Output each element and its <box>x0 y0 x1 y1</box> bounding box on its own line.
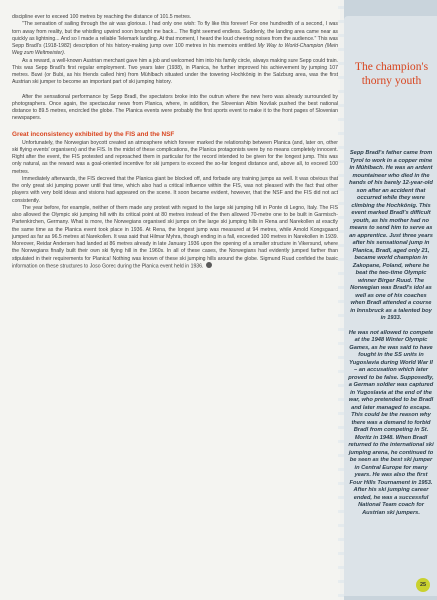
paragraph-7-text: The year before, for example, neither of them made any protest with regard to the large ski jumping hill in Ponte di Legno, Italy. The FIS also allowed the Olympic ski jumping hill with its critical point at 80 metres instead of the then allowed 70-metre one to be built in Garmisch-Partenkirchen, Germany. What is more, the Norwegians organised ski jumps on the large ski jumping hills in Rena and Narekollen at exactly the same time as the Planica event took place in 1936. At Rena, the longest jump was measured at 94 metres, while Arnold Kongsgaard jumped as far as 96.5 metres at Narekollen. It was said that Hilmar Myhra, though ending in a fall, exceeded 100 metres in Narekollen in 1939. Moreover, Reidar Andersen had landed at 86 metres already in late January 1936 upon the opening of a smaller structure in Vikersund, where the Norwegians finally built their own ski flying hill in the 1960s. In all of these cases, the Norwegians had evidently jumped farther than stipulated in their requirements for Planica! Nothing was known of these ski jumping hills around the globe. Sigmund Ruud confided the basic information on these structures to Joso Gorec during the Planica event held in 1936. <box>12 204 338 270</box>
paragraph-2 <box>12 21 338 57</box>
paragraph-5: Unfortunately, the Norwegian boycott created an atmosphere which forever marked the relationship between Planica (and, later on, other ski flying events' organisers) and the FIS. In the midst of these complications, the Planica protagonists were by no means completely innocent. Right after the event, the FIS protested and reproached them in particular for the record intended to be given for the longest jump. This was only natural, as the reward was a goal-oriented incentive for ski jumpers to exceed the so-far longest distance and, above all, to exceed 100 metres. <box>12 139 338 175</box>
end-of-article-icon <box>206 262 212 268</box>
paragraph-2-text: "The sensation of sailing through the air was glorious. I had only one wish: To fly like this forever! For one hundredth of a second, I was torn away from reality, but the whistling upwind soon brought me back... The flight seemed endless. Suddenly, the landing area came near as quickly as lightning... And so I made a reliable Telemark landing. At that moment, I heard the loud cheering noises from the audience." This was Sepp Bradl's (1918-1982) description of his history-making jump over 100 metres in his memoirs entitled <box>12 21 338 49</box>
paragraph-2-end: . <box>63 50 66 57</box>
sidebar-title: The champion's thorny youth <box>354 60 429 87</box>
paragraph-3: As a reward, a well-known Austrian merchant gave him a job and welcomed him into his family circle, always making sure Sepp could train. This was Sepp Bradl's first regular employment. Two years later (1938), in Planica, he further improved his achievement by jumping 107 metres. Buwi (or Bubi, as his friends called him) from Mühlbach situated under the towering Hochkönig in the Salzburg area, was the first Austrian ski jumper to become an important part of ski jumping history. <box>12 57 339 86</box>
sidebar-paragraph-1: Sepp Bradl's father came from Tyrol to work in a copper mine in Mühlbach. He was an ardent mountaineer who died in the hands of his barely 12-year-old son after an accident that occurred while they were climbing the Hochkönig. This event marked Bradl's difficult youth, as his mother had no means to send him to serve as an apprentice. Just three years after his sensational jump in Planica, Bradl, aged only 21, became world champion in Zakopane, Poland, where he beat the two-time Olympic winner Birger Ruud. The Norwegian was Bradl's idol as well as one of his coaches when Bradl attended a course in Innsbruck as a talented boy in 1933. <box>349 150 433 321</box>
paragraph-4: After the sensational performance by Sepp Bradl, the spectators broke into the outrun where the new hero was already surrounded by photographers. Once again, the spectacular news from Planica, where, in addition, the Slovenian Albin Novšak pushed the best national distance to 89.5 metres, encircled the globe. The Planica events were probably the first sports event to make it to the front pages of Slovenian newspapers. <box>12 93 338 122</box>
page-number: 25 <box>416 578 430 592</box>
paragraph-6: Immediately afterwards, the FIS decreed that the Planica giant be blocked off, and forbade any training jumps as well. It was obvious that the only great ski jumping power until that time, which also had a critical influence within the FIS, was not pleased with the fact that other players with very bold ideas and visions had appeared on the scene. It soon became evident, however, that the NSF and the FIS did not act consistently. <box>12 175 338 204</box>
book-title: My Way to World-Champion (Mein Weg zum Weltmeister) <box>12 43 338 57</box>
main-article <box>12 14 338 270</box>
paragraph-1: discipline ever to exceed 100 metres by reaching the distance of 101.5 metres. <box>12 14 192 20</box>
sidebar-paragraph-2: He was not allowed to compete at the 1948 Winter Olympic Games, as he was said to have fought in the SS units in Yugoslavia during World War II – an accusation which later proved to be false. Supposedly, a German soldier was captured in Yugoslavia at the end of the war, who pretended to be Bradl and later managed to escape. This could be the reason why there was a demand to forbid Bradl from competing in St. Moritz in 1948. When Bradl returned to the international ski jumping arena, he continued to be seen as the best ski jumper in Central Europe for many years. He was also the first Four Hills Tournament in 1953. After his ski jumping career ended, he was a successful National Team coach for Austrian ski jumpers. <box>348 329 434 516</box>
section-heading: Great inconsistency exhibited by the FIS and the NSF <box>12 130 175 138</box>
sidebar-text <box>348 150 434 524</box>
torn-paper-edge <box>338 0 344 600</box>
paragraph-7 <box>12 205 338 271</box>
